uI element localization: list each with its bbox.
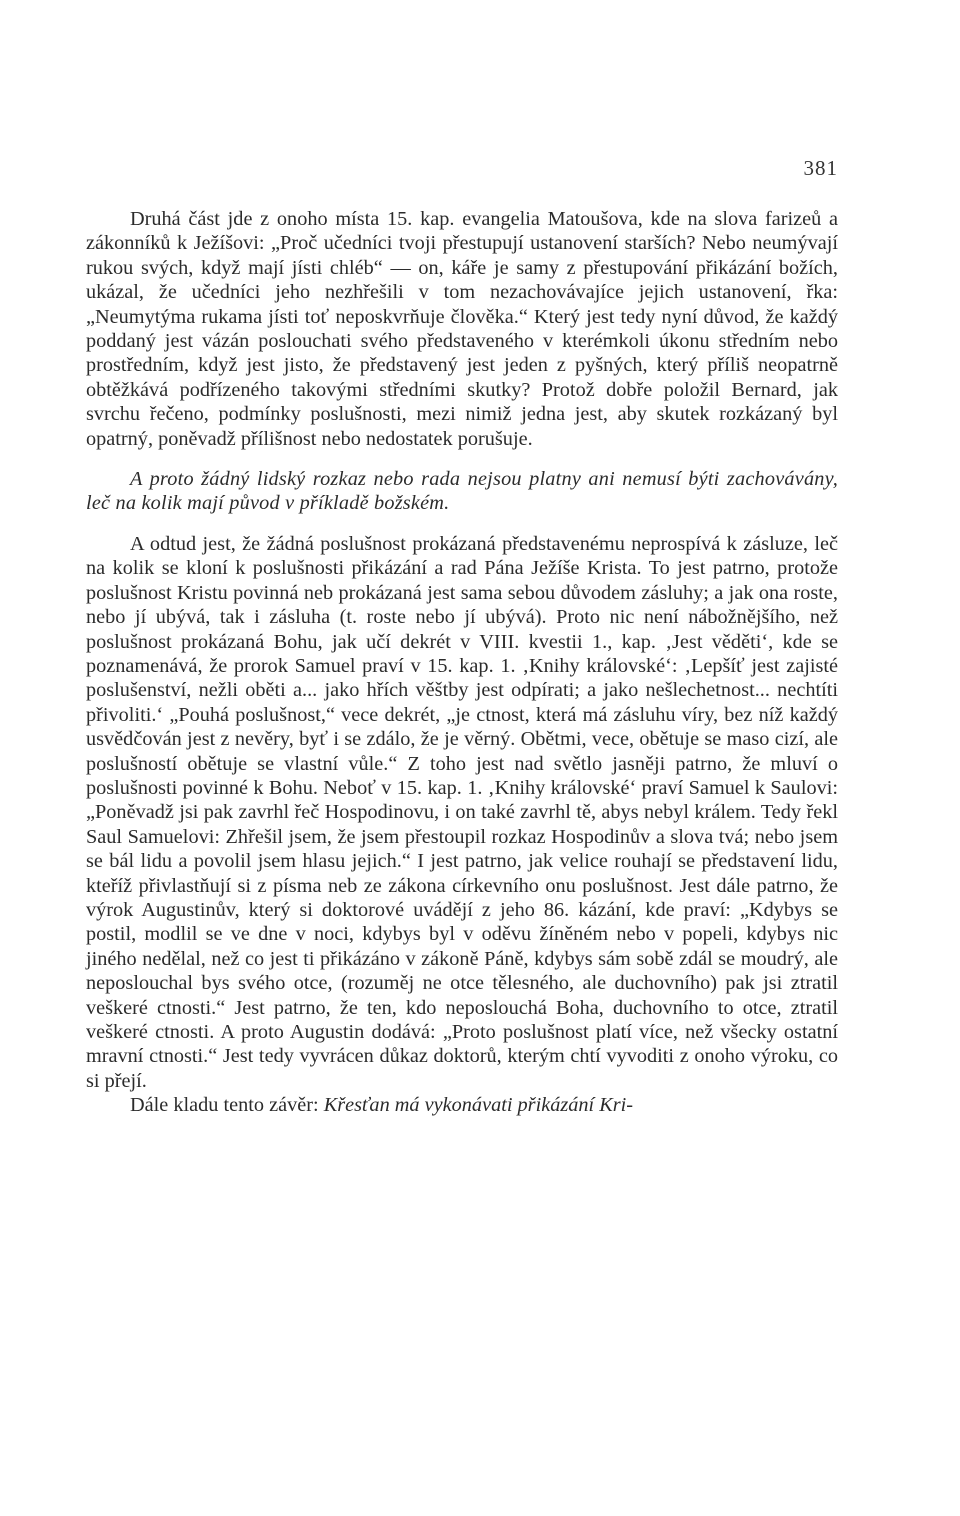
paragraph-3: A odtud jest, že žádná poslušnost prokázaná představenému neprospívá k zásluze, leč na kolik se kloní k poslušnosti přikázání a rad Pána Ježíše Krista. To jest patrno, protože poslušnost Kristu povinná neb prokázaná jest sama sebou důvodem zásluhy; a jak ona roste, nebo jí ubývá, tak i zásluha (t. roste nebo jí ubývá). Proto nic není nábožnějšího, než poslušnost prokázaná Bohu, jak učí dekrét v VIII. kvestii 1., kap. ‚Jest věděti‘, kde se poznamenává, že prorok Samuel praví v 15. kap. 1. ‚Knihy královské‘: ‚Lepšíť jest zajisté poslušenství, nežli oběti a... jako hřích věštby jest odpírati; a jako nešlechetnost... nechtíti přivoliti.‘ „Pouhá poslušnost,“ vece dekrét, „je ctnost, která má zásluhu víry, bez níž každý usvědčován jest z nevěry, byť i se zdálo, že je věrný. Obětmi, vece, obětuje se maso cizí, ale poslušností obětuje se vlastní vůle.“ Z toho jest nad světlo jasněji patrno, že mluví o poslušnosti povinné k Bohu. Neboť v 15. kap. 1. ‚Knihy královské‘ praví Samuel k Saulovi: „Poněvadž jsi pak zavrhl řeč Hospodinovu, i on také zavrhl tě, abys nebyl králem. Tedy řekl Saul Samuelovi: Zhřešil jsem, že jsem přestoupil rozkaz Hospodinův a slova tvá; nebo jsem se bál lidu a povolil jsem hlasu jejich.“ I jest patrno, jak velice rouhají se představení lidu, kteříž přivlastňují si z písma neb ze zákona církevního onu poslušnost. Jest dále patrno, že výrok Augustinův, který si doktorové uvádějí z jeho 86. kázání, kde praví: „Kdybys se postil, modlil se ve dne v noci, kdybys byl v oděvu žíněném nebo v popeli, kdybys nic jiného nedělal, než co jest ti přikázáno v zákoně Páně, kdybys sám sobě zdál se moudrý, ale neposlouchal bys svého otce, (rozuměj ne otce tělesného, ale duchovního) pak jsi ztratil veškeré ctnosti.“ Jest patrno, že ten, kdo neposlouchá Boha, duchovního to otce, ztratil veškeré ctnosti. A proto Augustin dodává: „Proto poslušnost platí více, než všecky ostatní mravní ctnosti.“ Jest tedy vyvrácen důkaz doktorů, kterým chtí vyvoditi z onoho výroku, co si přejí. <box>86 532 838 1092</box>
paragraph-4-thesis: Křesťan má vykonávati přikázání Kri- <box>323 1094 634 1117</box>
paragraph-4-lead: Dále kladu tento závěr: <box>130 1094 319 1117</box>
page-number: 381 <box>803 156 838 180</box>
paragraph-4 <box>86 1093 838 1117</box>
paragraph-1: Druhá část jde z onoho místa 15. kap. evangelia Matoušova, kde na slova farizeů a zákonníků k Ježíšovi: „Proč učedníci tvoji přestupují ustanovení starších? Nebo neumývají rukou svých, když mají jísti chléb“ — on, káře je samy z přestupování přikázání božích, ukázal, že učedníci jeho nezhřešili v tom nezachovávajíce jejich ustanovení, řka: „Neumytýma rukama jísti toť neposkvrňuje člověka.“ Který jest tedy nyní důvod, že každý poddaný jest vázán poslouchati svého představeného v kterémkoli úkonu středním nebo prostředním, když jest jisto, že představený jest jeden z pyšných, který příliš neopatrně obtěžkává podřízeného takovými středními skutky? Protož dobře položil Bernard, jak svrchu řečeno, podmínky poslušnosti, mezi nimiž jedna jest, aby skutek rozkázaný byl opatrný, poněvadž přílišnost nebo nedostatek porušuje. <box>86 208 838 450</box>
paragraph-2-thesis: A proto žádný lidský rozkaz nebo rada nejsou platny ani nemusí býti zachovávány, leč na kolik mají původ v příkladě božském. <box>86 468 838 515</box>
body-text <box>86 207 838 1118</box>
